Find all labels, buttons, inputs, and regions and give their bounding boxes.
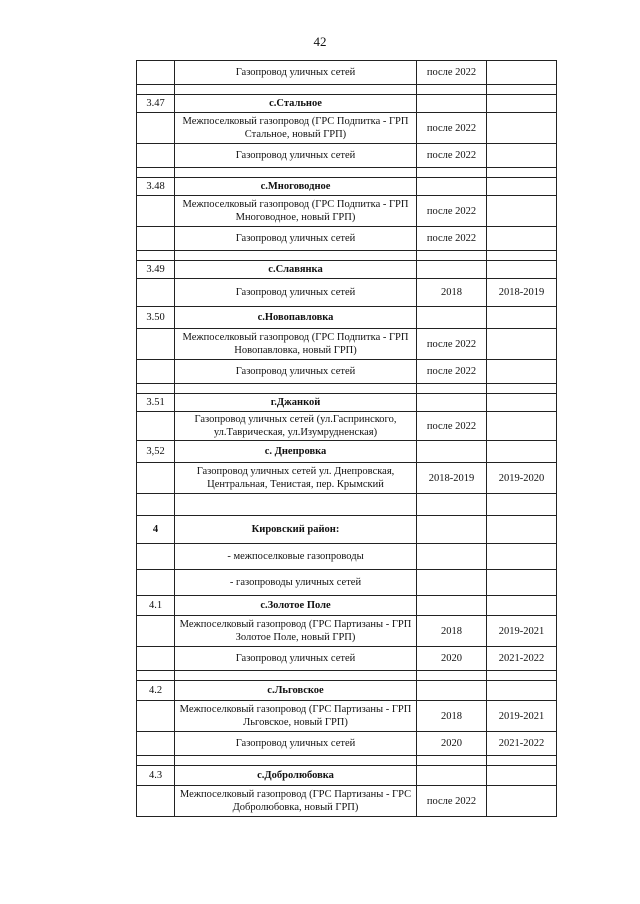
spacer-row	[137, 494, 557, 516]
row-number-cell	[137, 113, 175, 144]
object-name-cell: Кировский район:	[175, 516, 417, 544]
construction-year-cell	[487, 307, 557, 329]
settlement-heading-row	[137, 681, 557, 701]
settlement-heading-row	[137, 261, 557, 279]
row-number-cell: 4	[137, 516, 175, 544]
construction-year-cell	[487, 360, 557, 384]
design-year-cell	[417, 307, 487, 329]
settlement-heading-row	[137, 441, 557, 463]
table-row	[137, 360, 557, 384]
row-number-cell	[137, 756, 175, 766]
design-year-cell: после 2022	[417, 144, 487, 168]
spacer-row	[137, 168, 557, 178]
table-row	[137, 144, 557, 168]
design-year-cell: 2018	[417, 701, 487, 732]
row-number-cell: 4.1	[137, 596, 175, 616]
construction-year-cell	[487, 570, 557, 596]
design-year-cell: после 2022	[417, 61, 487, 85]
object-name-cell	[175, 168, 417, 178]
object-name-cell: Газопровод уличных сетей	[175, 647, 417, 671]
settlement-heading-row	[137, 95, 557, 113]
construction-year-cell	[487, 113, 557, 144]
table-row	[137, 786, 557, 817]
design-year-cell	[417, 85, 487, 95]
object-name-cell	[175, 756, 417, 766]
table-row	[137, 616, 557, 647]
object-name-cell: г.Джанкой	[175, 394, 417, 412]
row-number-cell	[137, 85, 175, 95]
design-year-cell	[417, 95, 487, 113]
table-row	[137, 544, 557, 570]
construction-year-cell	[487, 671, 557, 681]
design-year-cell	[417, 671, 487, 681]
row-number-cell: 3.48	[137, 178, 175, 196]
row-number-cell	[137, 463, 175, 494]
design-year-cell: после 2022	[417, 412, 487, 441]
object-name-cell: с.Льговское	[175, 681, 417, 701]
construction-year-cell	[487, 412, 557, 441]
design-year-cell	[417, 681, 487, 701]
construction-year-cell	[487, 786, 557, 817]
design-year-cell	[417, 766, 487, 786]
construction-year-cell	[487, 196, 557, 227]
construction-year-cell	[487, 756, 557, 766]
object-name-cell: Газопровод уличных сетей	[175, 279, 417, 307]
design-year-cell: 2020	[417, 647, 487, 671]
object-name-cell: с.Многоводное	[175, 178, 417, 196]
object-name-cell: Газопровод уличных сетей	[175, 61, 417, 85]
table-row	[137, 279, 557, 307]
design-year-cell: 2018	[417, 616, 487, 647]
row-number-cell	[137, 647, 175, 671]
construction-year-cell	[487, 85, 557, 95]
settlement-heading-row	[137, 307, 557, 329]
object-name-cell: Межпоселковый газопровод (ГРС Подпитка - ГРП Стальное, новый ГРП)	[175, 113, 417, 144]
construction-year-cell	[487, 441, 557, 463]
object-name-cell: Газопровод уличных сетей	[175, 360, 417, 384]
design-year-cell	[417, 261, 487, 279]
object-name-cell: Межпоселковый газопровод (ГРС Партизаны - ГРП Золотое Поле, новый ГРП)	[175, 616, 417, 647]
construction-year-cell	[487, 516, 557, 544]
row-number-cell: 4.3	[137, 766, 175, 786]
construction-year-cell: 2021-2022	[487, 732, 557, 756]
object-name-cell: Газопровод уличных сетей	[175, 144, 417, 168]
design-year-cell: после 2022	[417, 113, 487, 144]
row-number-cell	[137, 384, 175, 394]
object-name-cell: - газопроводы уличных сетей	[175, 570, 417, 596]
construction-year-cell: 2019-2021	[487, 616, 557, 647]
table-row	[137, 701, 557, 732]
construction-year-cell	[487, 596, 557, 616]
table-body	[137, 61, 557, 817]
object-name-cell: с. Днепровка	[175, 441, 417, 463]
row-number-cell: 3,52	[137, 441, 175, 463]
table-row	[137, 329, 557, 360]
design-year-cell	[417, 544, 487, 570]
design-year-cell: 2020	[417, 732, 487, 756]
object-name-cell: с.Новопавловка	[175, 307, 417, 329]
spacer-row	[137, 756, 557, 766]
design-year-cell: после 2022	[417, 329, 487, 360]
design-year-cell	[417, 168, 487, 178]
row-number-cell	[137, 701, 175, 732]
object-name-cell: с.Славянка	[175, 261, 417, 279]
row-number-cell	[137, 732, 175, 756]
spacer-row	[137, 251, 557, 261]
design-year-cell	[417, 178, 487, 196]
settlement-heading-row	[137, 178, 557, 196]
row-number-cell	[137, 671, 175, 681]
table-row	[137, 227, 557, 251]
construction-year-cell	[487, 494, 557, 516]
row-number-cell	[137, 786, 175, 817]
spacer-row	[137, 671, 557, 681]
row-number-cell	[137, 251, 175, 261]
row-number-cell	[137, 329, 175, 360]
row-number-cell	[137, 144, 175, 168]
design-year-cell: после 2022	[417, 227, 487, 251]
table-row	[137, 647, 557, 671]
design-year-cell	[417, 516, 487, 544]
row-number-cell: 3.47	[137, 95, 175, 113]
construction-year-cell: 2019-2020	[487, 463, 557, 494]
object-name-cell: Газопровод уличных сетей (ул.Гаспринского, ул.Таврическая, ул.Изумрудненская)	[175, 412, 417, 441]
object-name-cell: Газопровод уличных сетей ул. Днепровская, Центральная, Тенистая, пер. Крымский	[175, 463, 417, 494]
row-number-cell	[137, 544, 175, 570]
row-number-cell: 3.50	[137, 307, 175, 329]
district-heading-row	[137, 516, 557, 544]
row-number-cell	[137, 279, 175, 307]
object-name-cell	[175, 384, 417, 394]
object-name-cell	[175, 671, 417, 681]
construction-year-cell	[487, 227, 557, 251]
design-year-cell	[417, 394, 487, 412]
design-year-cell	[417, 596, 487, 616]
construction-year-cell	[487, 251, 557, 261]
object-name-cell: Межпоселковый газопровод (ГРС Подпитка - ГРП Новопавловка, новый ГРП)	[175, 329, 417, 360]
construction-year-cell	[487, 544, 557, 570]
spacer-row	[137, 85, 557, 95]
object-name-cell: с.Добролюбовка	[175, 766, 417, 786]
design-year-cell	[417, 251, 487, 261]
object-name-cell: Межпоселковый газопровод (ГРС Подпитка - ГРП Многоводное, новый ГРП)	[175, 196, 417, 227]
table-row	[137, 412, 557, 441]
object-name-cell	[175, 85, 417, 95]
construction-year-cell	[487, 681, 557, 701]
table-row	[137, 570, 557, 596]
row-number-cell	[137, 412, 175, 441]
object-name-cell	[175, 494, 417, 516]
design-year-cell: после 2022	[417, 196, 487, 227]
construction-year-cell	[487, 178, 557, 196]
row-number-cell	[137, 196, 175, 227]
object-name-cell: Межпоселковый газопровод (ГРС Партизаны - ГРС Добролюбовка, новый ГРП)	[175, 786, 417, 817]
object-name-cell: Газопровод уличных сетей	[175, 732, 417, 756]
object-name-cell	[175, 251, 417, 261]
row-number-cell	[137, 61, 175, 85]
construction-year-cell	[487, 61, 557, 85]
construction-year-cell: 2021-2022	[487, 647, 557, 671]
construction-year-cell	[487, 144, 557, 168]
object-name-cell: с.Стальное	[175, 95, 417, 113]
row-number-cell	[137, 616, 175, 647]
object-name-cell: Межпоселковый газопровод (ГРС Партизаны - ГРП Льговское, новый ГРП)	[175, 701, 417, 732]
settlement-heading-row	[137, 596, 557, 616]
row-number-cell	[137, 227, 175, 251]
design-year-cell	[417, 570, 487, 596]
construction-year-cell: 2018-2019	[487, 279, 557, 307]
spacer-row	[137, 384, 557, 394]
design-year-cell	[417, 756, 487, 766]
row-number-cell: 4.2	[137, 681, 175, 701]
gas-pipeline-table	[136, 60, 557, 817]
construction-year-cell	[487, 384, 557, 394]
row-number-cell	[137, 494, 175, 516]
table-row	[137, 732, 557, 756]
design-year-cell: 2018-2019	[417, 463, 487, 494]
construction-year-cell	[487, 261, 557, 279]
row-number-cell: 3.51	[137, 394, 175, 412]
row-number-cell	[137, 168, 175, 178]
construction-year-cell: 2019-2021	[487, 701, 557, 732]
settlement-heading-row	[137, 766, 557, 786]
row-number-cell: 3.49	[137, 261, 175, 279]
row-number-cell	[137, 360, 175, 384]
design-year-cell: 2018	[417, 279, 487, 307]
construction-year-cell	[487, 168, 557, 178]
table-row	[137, 61, 557, 85]
table-row	[137, 196, 557, 227]
table-row	[137, 463, 557, 494]
row-number-cell	[137, 570, 175, 596]
construction-year-cell	[487, 766, 557, 786]
design-year-cell: после 2022	[417, 360, 487, 384]
object-name-cell: Газопровод уличных сетей	[175, 227, 417, 251]
construction-year-cell	[487, 95, 557, 113]
page-number: 42	[313, 34, 327, 49]
construction-year-cell	[487, 329, 557, 360]
table-row	[137, 113, 557, 144]
design-year-cell	[417, 441, 487, 463]
settlement-heading-row	[137, 394, 557, 412]
design-year-cell	[417, 384, 487, 394]
design-year-cell: после 2022	[417, 786, 487, 817]
object-name-cell: - межпоселковые газопроводы	[175, 544, 417, 570]
construction-year-cell	[487, 394, 557, 412]
design-year-cell	[417, 494, 487, 516]
object-name-cell: с.Золотое Поле	[175, 596, 417, 616]
